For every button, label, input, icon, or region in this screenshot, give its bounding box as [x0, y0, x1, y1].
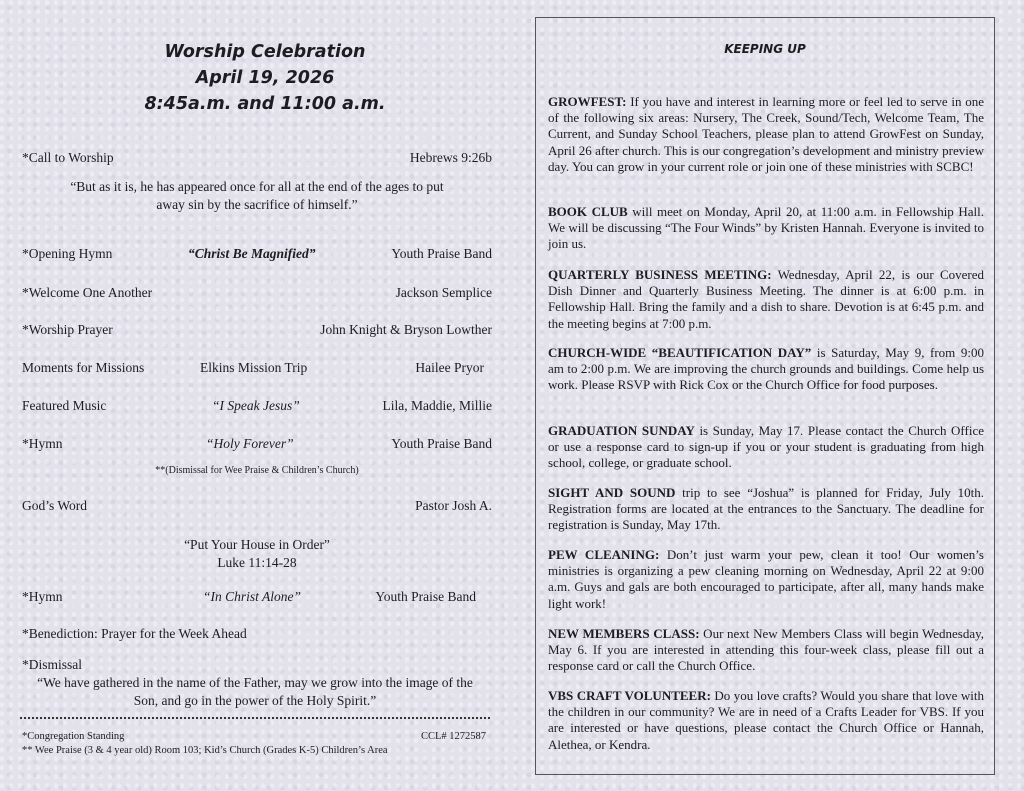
call-ref: Hebrews 9:26b [409, 150, 492, 165]
dotted-divider [20, 717, 490, 719]
hymn-2-row [22, 589, 492, 607]
announcement-text: will meet on Monday, April 20, at 11:00 a.m. in Fellowship Hall. We will be discussing “The Four Winds” by Kristen Hannah. Everyone is invited to join us. [548, 204, 984, 252]
welcome-leader: Jackson Semplice [395, 285, 492, 300]
kids-note-row [22, 745, 492, 763]
hymn-2-title: “In Christ Alone” [203, 589, 302, 604]
announcement-graduation [548, 423, 984, 472]
opening-hymn-leader: Youth Praise Band [391, 246, 492, 261]
announcement-text: Wednesday, April 22, is our Covered Dish Dinner and Quarterly Business Meeting. The dinner is at 6:00 p.m. in Fellowship Hall. Bring the family and a dish to share. Devotion is at 6:45 p.m. and the meeting begins at 7:00 p.m. [548, 267, 984, 331]
hymn-title: “Holy Forever” [206, 436, 294, 451]
sermon [22, 536, 492, 572]
keeping-up-panel [535, 17, 995, 775]
dismissal-note: **(Dismissal for Wee Praise & Children’s Church) [155, 465, 359, 476]
missions-speaker: Hailee Pryor [415, 360, 484, 375]
service-times: 8:45a.m. and 11:00 a.m. [144, 94, 386, 114]
announcement-heading: NEW MEMBERS CLASS: [548, 626, 700, 641]
call-to-worship-row [22, 150, 492, 168]
announcement-text: Our next New Members Class will begin Wednesday, May 6. If you are interested in attending this four-week class, please fill out a response card or call the Church Office. [548, 626, 984, 674]
announcement-business-meeting [548, 267, 984, 332]
worship-prayer-row [22, 322, 492, 340]
opening-hymn-label: *Opening Hymn [22, 246, 113, 261]
announcement-text: Do you love crafts? Would you share that love with the children in our community? We are in need of a Crafts Leader for VBS. If you are interested or have questions, please contact the Church Office or Hannah, Alethea, or Kendra. [548, 688, 984, 752]
announcement-beautification [548, 345, 984, 394]
gods-word-label: God’s Word [22, 498, 88, 513]
bulletin-title: Worship Celebration [164, 42, 366, 62]
announcement-text: If you have and interest in learning more or feel led to serve in one of the following six areas: Nursery, The Creek, Sound/Tech, Welcome Team, The Current, and Sunday School Teachers, please plan to attend GrowFest on Sunday, April 26 after church. This is our congregation’s development and ministry preview day. You can grow in your current role or join one of these ministries with SCBC! [548, 94, 984, 174]
hymn-row [22, 436, 492, 454]
announcement-heading: GRADUATION SUNDAY [548, 423, 695, 438]
dismissal-quote [18, 674, 492, 710]
featured-music-row [22, 398, 492, 416]
opening-hymn-row [22, 246, 492, 264]
call-quote [22, 178, 492, 214]
announcement-heading: PEW CLEANING: [548, 547, 660, 562]
opening-hymn-title: “Christ Be Magnified” [188, 246, 316, 261]
call-quote-line: “But as it is, he has appeared once for all at the end of the ages to put [70, 179, 444, 194]
dismissal-row [22, 657, 492, 675]
announcement-text: is Saturday, May 9, from 9:00 am to 2:00 p.m. We are improving the church grounds and buildings. Come help us work. Please RSVP with Rick Cox or the Church Office for food purposes. [548, 345, 984, 393]
missions-label: Moments for Missions [22, 360, 145, 375]
benediction-row [22, 626, 492, 644]
announcement-heading: VBS CRAFT VOLUNTEER: [548, 688, 711, 703]
order-of-worship [0, 0, 510, 791]
announcement-sight-and-sound [548, 485, 984, 534]
announcement-growfest [548, 94, 984, 175]
welcome-label: *Welcome One Another [22, 285, 153, 300]
announcement-heading: BOOK CLUB [548, 204, 628, 219]
announcement-heading: QUARTERLY BUSINESS MEETING: [548, 267, 772, 282]
preacher: Pastor Josh A. [415, 498, 492, 513]
benediction: *Benediction: Prayer for the Week Ahead [22, 626, 247, 641]
dismissal-quote-line: Son, and go in the power of the Holy Spirit.” [133, 693, 377, 708]
announcement-book-club [548, 204, 984, 253]
congregation-standing-note: *Congregation Standing [22, 731, 125, 742]
announcement-vbs-craft [548, 688, 984, 753]
ccl-number: CCL# 1272587 [420, 731, 486, 742]
hymn-2-label: *Hymn [22, 589, 63, 604]
hymn-2-leader: Youth Praise Band [375, 589, 476, 604]
sermon-title: “Put Your House in Order” [184, 537, 330, 552]
announcement-text: trip to see “Joshua” is planned for Friday, July 10th. Registration forms are located at the entrances to the Sanctuary. The deadline for registration is Sunday, May 17th. [548, 485, 985, 533]
hymn-label: *Hymn [22, 436, 63, 451]
keeping-up-title: KEEPING UP [724, 42, 806, 56]
gods-word-row [22, 498, 492, 516]
hymn-leader: Youth Praise Band [391, 436, 492, 451]
call-label: *Call to Worship [22, 150, 114, 165]
announcement-heading: GROWFEST: [548, 94, 627, 109]
announcement-heading: SIGHT AND SOUND [548, 485, 676, 500]
kids-note: ** Wee Praise (3 & 4 year old) Room 103; Kid’s Church (Grades K-5) Children’s Area [22, 745, 388, 756]
prayer-leaders: John Knight & Bryson Lowther [320, 322, 492, 337]
dismissal-quote-line: “We have gathered in the name of the Father, may we grow into the image of the [37, 675, 473, 690]
announcement-new-members [548, 626, 984, 675]
call-quote-line: away sin by the sacrifice of himself.” [156, 197, 358, 212]
announcement-text: Don’t just warm your pew, clean it too! Our women’s ministries is organizing a pew cleaning morning on Wednesday, April 22 at 9:00 a.m. Guys and gals are both encouraged to participate, after all, many hands make light work! [548, 547, 984, 611]
bulletin-date: April 19, 2026 [195, 68, 335, 88]
sermon-reference: Luke 11:14-28 [217, 555, 297, 570]
music-performers: Lila, Maddie, Millie [382, 398, 492, 413]
announcement-heading: CHURCH-WIDE “BEAUTIFICATION DAY” [548, 345, 812, 360]
welcome-row [22, 285, 492, 303]
announcement-text: is Sunday, May 17. Please contact the Church Office or use a response card to sign-up if you or your student is graduating from high school, college, or graduate school. [548, 423, 985, 471]
music-title: “I Speak Jesus” [212, 398, 300, 413]
music-label: Featured Music [22, 398, 107, 413]
missions-title: Elkins Mission Trip [200, 360, 308, 375]
missions-row [22, 360, 492, 378]
dismissal-label: *Dismissal [22, 657, 83, 672]
prayer-label: *Worship Prayer [22, 322, 113, 337]
announcement-pew-cleaning [548, 547, 984, 612]
